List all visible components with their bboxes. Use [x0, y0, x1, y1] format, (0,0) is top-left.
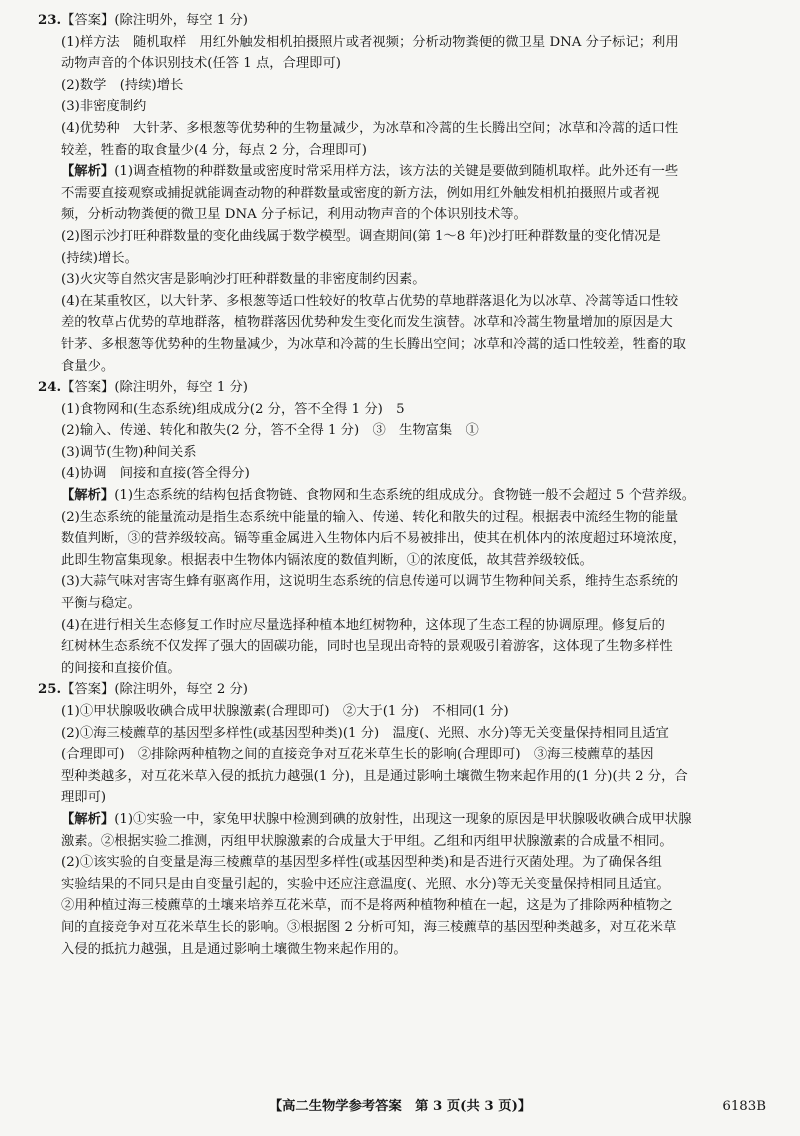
analysis-line: 差的牧草占优势的草地群落，植物群落因优势种发生变化而发生演替。冰草和冷蒿生物量增加的原因是大 [61, 315, 673, 331]
answer-content [38, 10, 768, 960]
answer-line: (4)协调 间接和直接(答全得分) [61, 466, 250, 482]
answer-line: 【答案】(除注明外，每空 1 分) [61, 13, 248, 28]
question-24 [38, 377, 768, 679]
analysis-line: 频，分析动物粪便的微卫星 DNA 分子标记，利用动物声音的个体识别技术等。 [61, 207, 527, 223]
footer-title: 【高二生物学参考答案 第 3 页(共 3 页)】 [268, 1099, 532, 1114]
answer-line: (2)输入、传递、转化和散失(2 分，答不全得 1 分) ③ 生物富集 ① [61, 423, 479, 439]
analysis-line: 激素。②根据实验二推测，丙组甲状腺激素的合成量大于甲组。乙组和丙组甲状腺激素的合成量不相同。 [61, 833, 673, 849]
analysis-line: (3)火灾等自然灾害是影响沙打旺种群数量的非密度制约因素。 [61, 272, 426, 288]
answer-line: (4)优势种 大针茅、多根葱等优势种的生物量减少，为冰草和冷蒿的生长腾出空间；冰草和冷蒿的适口性 [61, 120, 679, 136]
answer-line: (3)调节(生物)种间关系 [61, 444, 197, 460]
question-25 [38, 679, 768, 960]
analysis-line: 实验结果的不同只是由自变量引起的，实验中还应注意温度(、光照、水分)等无关变量保持相同且适宜。 [61, 876, 670, 892]
answer-line: (1)①甲状腺吸收碘合成甲状腺激素(合理即可) ②大于(1 分) 不相同(1 分) [61, 704, 509, 719]
question-number: 25. [38, 682, 62, 698]
question-number: 23. [38, 13, 62, 28]
analysis-line: 食量少。 [61, 358, 115, 374]
analysis-line: 针茅、多根葱等优势种的生物量减少，为冰草和冷蒿的生长腾出空间；冰草和冷蒿的适口性较差，牲畜的取 [61, 336, 686, 352]
analysis-line: (2)生态系统的能量流动是指生态系统中能量的输入、传递、转化和散失的过程。根据表中流经生物的能量 [61, 509, 679, 525]
analysis-line: 【解析】(1)①实验一中，家兔甲状腺中检测到碘的放射性，出现这一现象的原因是甲状腺吸收碘合成甲状腺 [61, 811, 692, 827]
answer-line: (合理即可) ②排除两种植物之间的直接竞争对互花米草生长的影响(合理即可) ③海三棱藨草的基因 [61, 747, 654, 763]
analysis-line: 【解析】(1)调查植物的种群数量或密度时常采用样方法，该方法的关键是要做到随机取样。此外还有一些 [61, 164, 679, 180]
analysis-line: (4)在某重牧区，以大针茅、多根葱等适口性较好的牧草占优势的草地群落退化为以冰草、冷蒿等适口性较 [61, 293, 679, 309]
answer-line: (1)食物网和(生态系统)组成成分(2 分，答不全得 1 分) 5 [61, 401, 405, 417]
question-number: 24. [38, 380, 62, 396]
question-23 [38, 10, 768, 377]
analysis-line: (4)在进行相关生态修复工作时应尽量选择种植本地红树物种，这体现了生态工程的协调原理。修复后的 [61, 617, 665, 633]
analysis-line: (2)①该实验的自变量是海三棱藨草的基因型多样性(或基因型种类)和是否进行灭菌处理。为了确保各组 [61, 855, 662, 871]
analysis-line: 平衡与稳定。 [61, 596, 141, 612]
answer-line: 型种类越多，对互花米草入侵的抵抗力越强(1 分)，且是通过影响土壤微生物来起作用的(1 分)(共 2 分，合 [61, 768, 688, 784]
answer-line: (3)非密度制约 [61, 99, 147, 115]
analysis-line: 不需要直接观察或捕捉就能调查动物的种群数量或密度的新方法，例如用红外触发相机拍摄照片或者视 [61, 185, 660, 201]
q25-line [38, 679, 768, 701]
answer-line: 【答案】(除注明外，每空 1 分) [61, 380, 248, 396]
answer-line: (1)样方法 随机取样 用红外触发相机拍摄照片或者视频；分析动物粪便的微卫星 DNA 分子标记；利用 [61, 34, 679, 50]
q24-line [38, 377, 768, 399]
analysis-line: (持续)增长。 [61, 250, 138, 266]
paper-code: 6183B [722, 1099, 766, 1114]
analysis-line: (2)图示沙打旺种群数量的变化曲线属于数学模型。调查期间(第 1～8 年)沙打旺种群数量的变化情况是 [61, 228, 661, 244]
analysis-tag: 【解析】 [61, 164, 115, 180]
answer-line: 理即可) [61, 790, 107, 806]
analysis-line: 【解析】(1)生态系统的结构包括食物链、食物网和生态系统的组成成分。食物链一般不会超过 5 个营养级。 [61, 488, 696, 504]
answer-line: (2)①海三棱藨草的基因型多样性(或基因型种类)(1 分) 温度(、光照、水分)等无关变量保持相同且适宜 [61, 725, 669, 741]
answer-line: (2)数学 (持续)增长 [61, 77, 184, 93]
analysis-line: 红树林生态系统不仅发挥了强大的固碳功能，同时也呈现出奇特的景观吸引着游客，这体现了生物多样性 [61, 639, 673, 655]
analysis-line: 此即生物富集现象。根据表中生物体内镉浓度的数值判断，①的浓度低，故其营养级较低。 [61, 552, 593, 568]
answer-line: 【答案】(除注明外，每空 2 分) [61, 682, 248, 698]
analysis-line: 数值判断，③的营养级较高。镉等重金属进入生物体内后不易被排出，使其在机体内的浓度超过环境浓度， [61, 531, 686, 547]
analysis-line: 的间接和直接价值。 [61, 660, 181, 676]
q23-line [38, 10, 768, 32]
analysis-tag: 【解析】 [61, 811, 115, 827]
analysis-line: 间的直接竞争对互花米草生长的影响。③根据图 2 分析可知，海三棱藨草的基因型种类越多，对互花米草 [61, 919, 677, 935]
page-footer [0, 1096, 800, 1118]
answer-line: 动物声音的个体识别技术(任答 1 点，合理即可) [61, 56, 341, 72]
answer-line: 较差，牲畜的取食量少(4 分，每点 2 分，合理即可) [61, 142, 367, 158]
analysis-line: ②用种植过海三棱藨草的土壤来培养互花米草，而不是将两种植物种植在一起，这是为了排除两种植物之 [61, 898, 673, 914]
analysis-line: 入侵的抵抗力越强，且是通过影响土壤微生物来起作用的。 [61, 941, 407, 957]
analysis-tag: 【解析】 [61, 488, 115, 504]
analysis-line: (3)大蒜气味对害寄生蜂有驱离作用，这说明生态系统的信息传递可以调节生物种间关系，维持生态系统的 [61, 574, 679, 590]
